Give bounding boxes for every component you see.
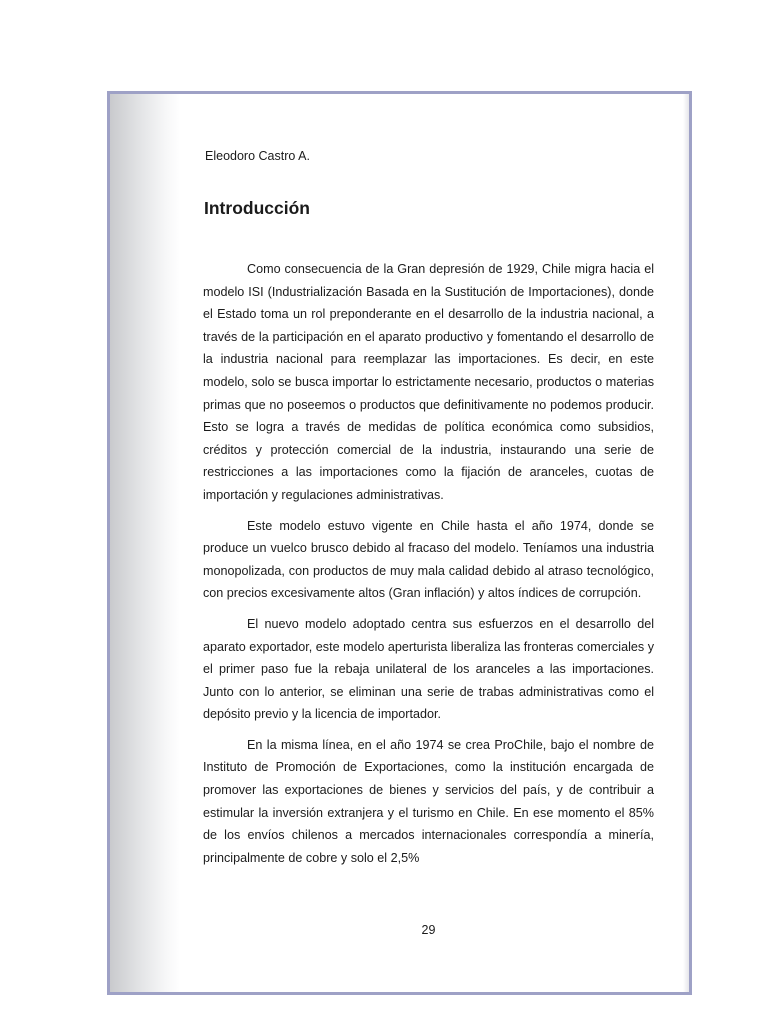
page-number: 29 bbox=[421, 923, 436, 937]
paragraph-4: En la misma línea, en el año 1974 se crea ProChile, bajo el nombre de Instituto de Promoción de Exportaciones, como la institución encargada de promover las exportaciones de bienes y servicios del país, y de contribuir a estimular la inversión extranjera y el turismo en Chile. En ese momento el 85% de los envíos chilenos a mercados internacionales correspondía a minería, principalmente de cobre y solo el 2,5% bbox=[203, 737, 654, 865]
body-text bbox=[203, 258, 654, 877]
paragraph-3: El nuevo modelo adoptado centra sus esfuerzos en el desarrollo del aparato exportador, este modelo aperturista liberaliza las fronteras comerciales y el primer paso fue la rebaja unilateral de los aranceles a las importaciones. Junto con lo anterior, se eliminan una serie de trabas administrativas como el depósito previo y la licencia de importador. bbox=[203, 616, 654, 722]
paragraph-1: Como consecuencia de la Gran depresión de 1929, Chile migra hacia el modelo ISI (Industrialización Basada en la Sustitución de Importaciones), donde el Estado toma un rol preponderante en el desarrollo de la industria nacional, a través de la participación en el aparato productivo y fomentando el desarrollo de la industria nacional para reemplazar las importaciones. Es decir, en este modelo, solo se busca importar lo estrictamente necesario, productos o materias primas que no poseemos o productos que definitivamente no podemos producir. Esto se logra a través de medidas de política económica como subsidios, créditos y protección comercial de la industria, instaurando una serie de restricciones a las importaciones como la fijación de aranceles, cuotas de importación y regulaciones administrativas. bbox=[203, 262, 654, 502]
spine-shadow bbox=[110, 94, 180, 992]
running-head: Eleodoro Castro A. bbox=[205, 149, 310, 163]
chapter-title: Introducción bbox=[204, 198, 310, 218]
paragraph-2: Este modelo estuvo vigente en Chile hasta el año 1974, donde se produce un vuelco brusco debido al fracaso del modelo. Teníamos una industria monopolizada, con productos de muy mala calidad debido al atraso tecnológico, con precios excesivamente altos (Gran inflación) y altos índices de corrupción. bbox=[203, 518, 654, 601]
page-edge-shadow bbox=[683, 94, 689, 992]
book-page bbox=[107, 91, 692, 995]
